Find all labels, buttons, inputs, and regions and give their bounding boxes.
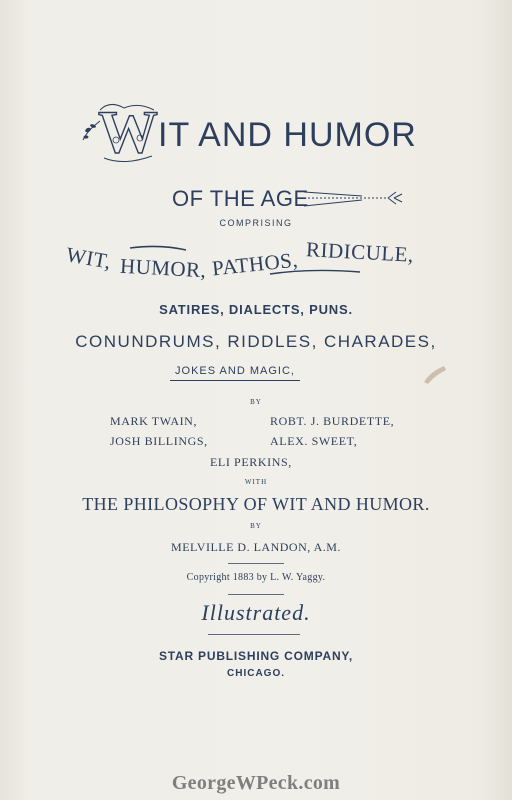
satires-line: SATIRES, DIALECTS, PUNS. — [159, 302, 353, 317]
editor-name: MELVILLE D. LANDON, A.M. — [171, 540, 341, 554]
subtitle: OF THE AGE — [172, 186, 309, 211]
publisher-name: STAR PUBLISHING COMPANY, — [158, 649, 354, 663]
with-label: WITH — [244, 478, 268, 486]
conundrums-line: CONUNDRUMS, RIDDLES, CHARADES, — [75, 332, 437, 351]
watermark: GeorgeWPeck.com — [171, 772, 341, 794]
topic-wit: WIT, — [64, 242, 114, 274]
divider — [228, 563, 284, 564]
divider — [208, 634, 300, 635]
topic-humor: HUMOR, — [119, 253, 208, 283]
author-mark-twain: MARK TWAIN, — [110, 414, 198, 428]
book-title — [80, 100, 420, 170]
title-text: IT AND HUMOR — [158, 116, 417, 154]
author-josh-billings: JOSH BILLINGS, — [110, 434, 208, 448]
jokes-line: JOKES AND MAGIC, — [170, 365, 300, 381]
topic-ridicule: RIDICULE, — [305, 237, 415, 267]
topics-line — [60, 236, 480, 292]
divider — [228, 594, 284, 595]
illustrated-label: Illustrated. — [201, 600, 311, 625]
initial-flourish-icon — [94, 100, 164, 166]
copyright-line: Copyright 1883 by L. W. Yaggy. — [186, 572, 326, 583]
philosophy-title: THE PHILOSOPHY OF WIT AND HUMOR. — [82, 494, 430, 514]
arrow-ornament-icon — [302, 186, 410, 210]
publisher-city: CHICAGO. — [227, 668, 285, 679]
topic-pathos: PATHOS, — [210, 247, 300, 281]
title-initial: W — [98, 99, 158, 165]
wave-flourish-icon — [60, 236, 480, 292]
paper-stain — [420, 362, 450, 386]
by-label: BY — [250, 398, 262, 406]
comprising-label: COMPRISING — [219, 218, 293, 228]
author-alex-sweet: ALEX. SWEET, — [270, 434, 358, 448]
by-label-2: BY — [250, 522, 262, 530]
author-eli-perkins: ELI PERKINS, — [210, 455, 292, 469]
author-burdette: ROBT. J. BURDETTE, — [270, 414, 395, 428]
